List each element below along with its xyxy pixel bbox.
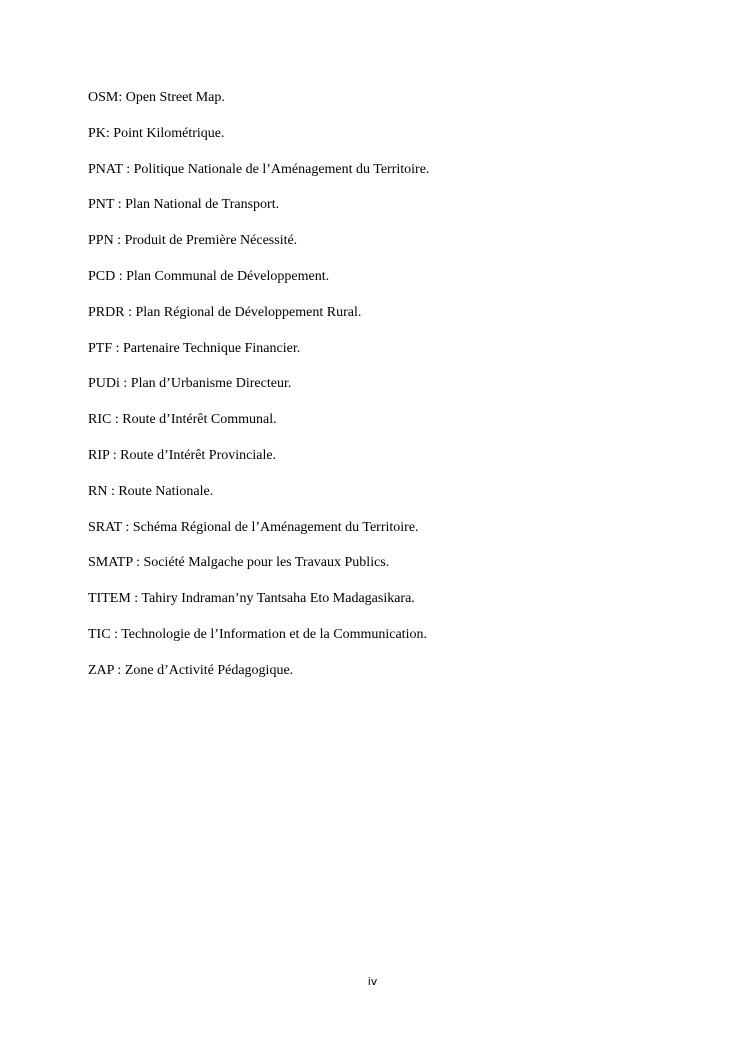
abbreviation-pk: PK: Point Kilométrique.	[88, 125, 225, 141]
page-number: iv	[367, 975, 378, 988]
abbreviation-pcd: PCD : Plan Communal de Développement.	[88, 268, 330, 284]
abbreviation-list	[88, 88, 688, 697]
abbreviation-rip: RIP : Route d’Intérêt Provinciale.	[88, 447, 277, 463]
abbreviation-titem: TITEM : Tahiry Indraman’ny Tantsaha Eto Madagasikara.	[88, 591, 415, 607]
abbreviation-ppn: PPN : Produit de Première Nécessité.	[88, 233, 298, 249]
abbreviation-srat: SRAT : Schéma Régional de l’Aménagement du Territoire.	[88, 519, 419, 535]
abbreviation-rn: RN : Route Nationale.	[88, 483, 214, 499]
abbreviation-ptf: PTF : Partenaire Technique Financier.	[88, 340, 301, 356]
abbreviation-pnat: PNAT : Politique Nationale de l’Aménagement du Territoire.	[88, 161, 430, 177]
abbreviation-zap: ZAP : Zone d’Activité Pédagogique.	[88, 662, 294, 678]
abbreviation-osm: OSM: Open Street Map.	[88, 90, 225, 105]
abbreviation-prdr: PRDR : Plan Régional de Développement Rural.	[88, 304, 362, 320]
abbreviation-pnt: PNT : Plan National de Transport.	[88, 197, 280, 213]
abbreviation-smatp: SMATP : Société Malgache pour les Travaux Publics.	[88, 555, 390, 571]
abbreviation-tic: TIC : Technologie de l’Information et de la Communication.	[88, 626, 427, 642]
abbreviation-ric: RIC : Route d’Intérêt Communal.	[88, 412, 277, 428]
abbreviation-pudi: PUDi : Plan d’Urbanisme Directeur.	[88, 376, 292, 392]
